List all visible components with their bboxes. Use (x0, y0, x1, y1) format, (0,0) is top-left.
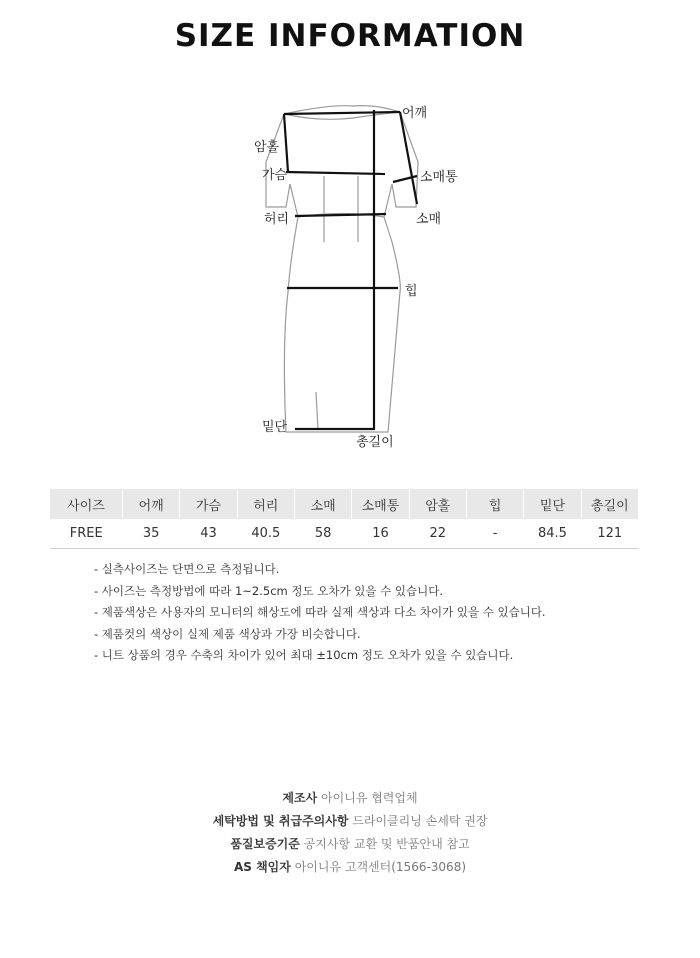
note-item: - 실측사이즈는 단면으로 측정됩니다. (94, 562, 280, 576)
label-shoulder: 어깨 (402, 106, 428, 121)
header-total-length: 총길이 (581, 489, 638, 519)
page-title: SIZE INFORMATION (174, 18, 526, 54)
label-hem: 밑단 (262, 420, 288, 435)
header-chest: 가슴 (180, 489, 237, 519)
label-sleeve: 소매 (416, 212, 442, 227)
table-row (50, 519, 639, 549)
note-item: - 니트 상품의 경우 수축의 차이가 있어 최대 ±10cm 정도 오차가 있을 수 있습니다. (94, 648, 514, 662)
note-item: - 제품컷의 색상이 실제 제품 색상과 가장 비슷합니다. (94, 626, 361, 641)
header-size: 사이즈 (50, 489, 123, 519)
cell-hip: - (466, 519, 523, 549)
dress-measurement-diagram (250, 92, 470, 462)
cell-waist: 40.5 (237, 519, 294, 549)
label-total-length: 총길이 (356, 435, 394, 450)
note-item: - 사이즈는 측정방법에 따라 1~2.5cm 정도 오차가 있을 수 있습니다. (94, 583, 443, 598)
cell-chest: 43 (180, 519, 237, 549)
info-row-manufacturer (0, 787, 700, 810)
measurement-notes (94, 559, 546, 667)
info-key: 품질보증기준 (230, 837, 300, 851)
header-sleeve: 소매 (294, 489, 351, 519)
size-table (50, 489, 639, 549)
cell-shoulder: 35 (123, 519, 180, 549)
header-armhole: 암홀 (409, 489, 466, 519)
cell-total-length: 121 (581, 519, 638, 549)
header-hip: 힙 (466, 489, 523, 519)
header-shoulder: 어깨 (123, 489, 180, 519)
info-value: 아이니유 협력업체 (321, 791, 418, 805)
cell-sleeve-width: 16 (352, 519, 409, 549)
cell-hem: 84.5 (524, 519, 581, 549)
info-key: 제조사 (282, 791, 318, 805)
label-hip: 힙 (405, 284, 418, 299)
info-row-warranty (0, 833, 700, 856)
header-hem: 밑단 (524, 489, 581, 519)
dress-outline-icon (250, 92, 470, 462)
label-sleeve-width: 소매통 (420, 170, 458, 185)
info-row-as (0, 856, 700, 879)
label-chest: 가슴 (262, 168, 288, 183)
cell-sleeve: 58 (294, 519, 351, 549)
cell-armhole: 22 (409, 519, 466, 549)
label-waist: 허리 (264, 212, 290, 227)
product-info (0, 787, 700, 879)
header-waist: 허리 (237, 489, 294, 519)
header-sleeve-width: 소매통 (352, 489, 409, 519)
info-row-washing (0, 810, 700, 833)
info-value: 드라이클리닝 손세탁 권장 (352, 814, 488, 828)
size-table-header-row (50, 489, 639, 519)
note-item: - 제품색상은 사용자의 모니터의 해상도에 따라 실제 색상과 다소 차이가 있을 수 있습니다. (94, 605, 546, 619)
label-armhole: 암홀 (254, 140, 280, 155)
info-value: 공지사항 교환 및 반품안내 참고 (303, 837, 470, 851)
info-value: 아이니유 고객센터(1566-3068) (294, 860, 467, 874)
cell-size: FREE (50, 519, 123, 549)
info-key: AS 책임자 (233, 860, 291, 874)
info-key: 세탁방법 및 취급주의사항 (212, 814, 349, 828)
